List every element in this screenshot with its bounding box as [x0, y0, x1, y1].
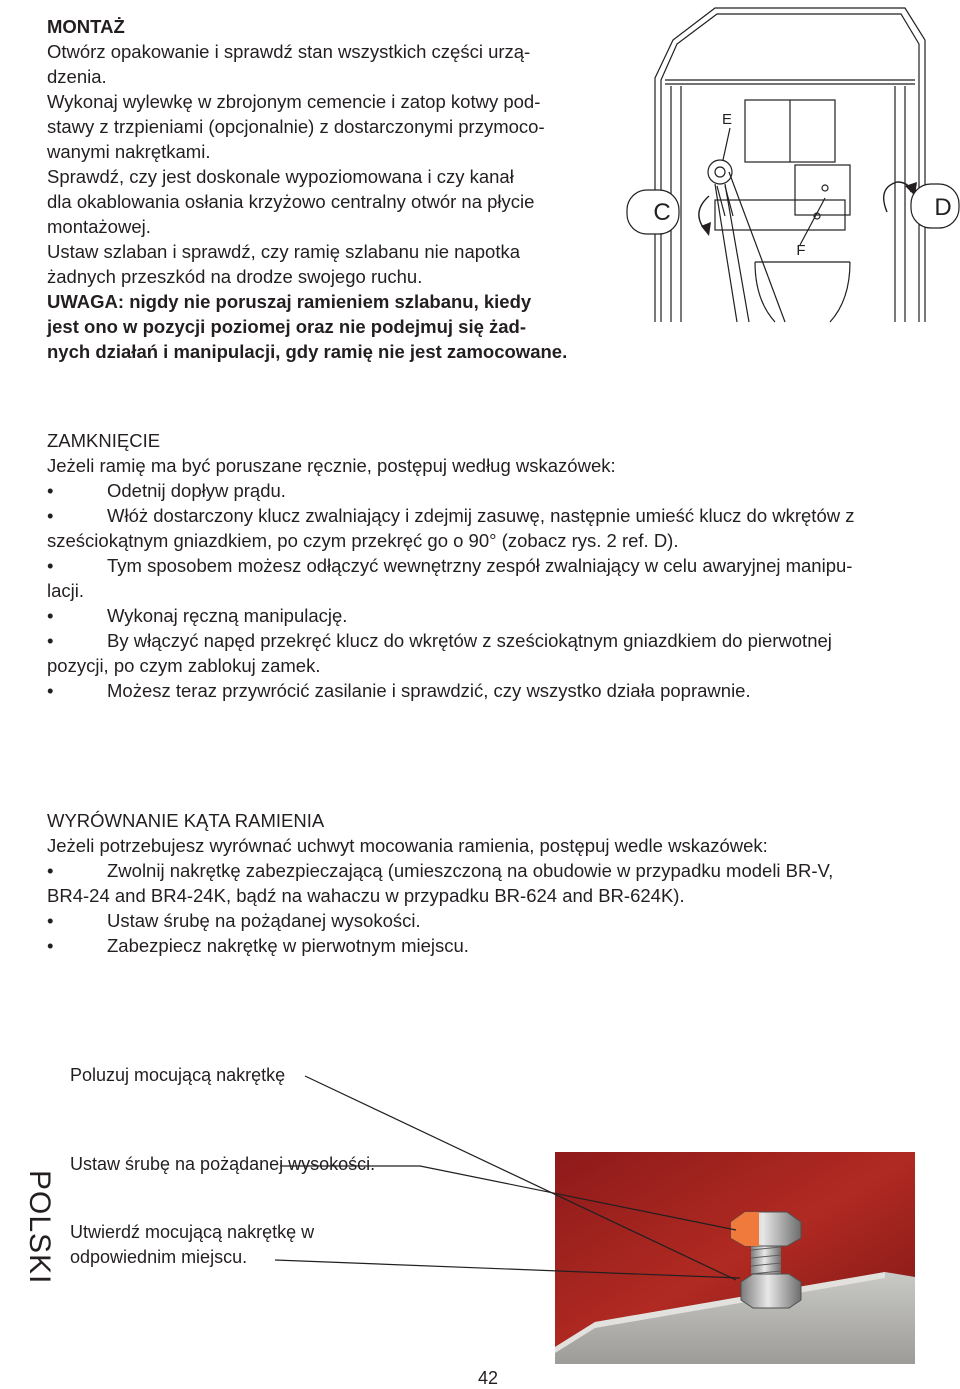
list-item: • Zwolnij nakrętkę zabezpieczającą (umieszczoną na obudowie w przypadku modeli BR-V, — [47, 860, 834, 881]
caption-set-screw: Ustaw śrubę na pożądanej wysokości. — [70, 1154, 376, 1174]
barrier-release-diagram — [625, 0, 960, 330]
wyrownanie-intro: Jeżeli potrzebujesz wyrównać uchwyt mocowania ramienia, postępuj wedle wskazówek: — [47, 835, 768, 856]
diagram-label-e: E — [721, 111, 733, 128]
language-side-label: POLSKI — [23, 1170, 56, 1285]
bullet-mark: • — [47, 935, 54, 956]
list-item: • By włączyć napęd przekręć klucz do wkrętów z sześciokątnym gniazdkiem do pierwotnej — [47, 630, 832, 651]
zamkniecie-intro: Jeżeli ramię ma być poruszane ręcznie, postępuj według wskazówek: — [47, 455, 616, 476]
bullet-mark: • — [47, 480, 54, 501]
montaz-line: Sprawdź, czy jest doskonale wypoziomowana i czy kanał — [47, 166, 514, 187]
diagram-label-c: C — [653, 199, 671, 226]
montaz-line: montażowej. — [47, 216, 151, 237]
list-item: • Tym sposobem możesz odłączyć wewnętrzny zespół zwalniający w celu awaryjnej manipu- — [47, 555, 853, 576]
montaz-line: żadnych przeszkód na drodze swojego ruchu. — [47, 266, 423, 287]
zamkniecie-heading: ZAMKNIĘCIE — [47, 430, 161, 451]
list-item: • Zabezpiecz nakrętkę w pierwotnym miejscu. — [47, 935, 469, 956]
montaz-line: Otwórz opakowanie i sprawdź stan wszystkich części urzą- — [47, 41, 531, 62]
wyrownanie-heading: WYRÓWNANIE KĄTA RAMIENIA — [47, 810, 325, 831]
list-item-continuation: pozycji, po czym zablokuj zamek. — [47, 655, 321, 676]
bullet-mark: • — [47, 555, 54, 576]
diagram-label-d: D — [934, 194, 952, 221]
list-item: • Odetnij dopływ prądu. — [47, 480, 286, 501]
bullet-mark: • — [47, 680, 54, 701]
montaz-line: stawy z trzpieniami (opcjonalnie) z dostarczonymi przymoco- — [47, 116, 545, 137]
page-number: 42 — [478, 1368, 499, 1388]
list-item-continuation: sześciokątnym gniazdkiem, po czym przekręć go o 90° (zobacz rys. 2 ref. D). — [47, 530, 679, 551]
bullet-mark: • — [47, 630, 54, 651]
montaz-line: Ustaw szlaban i sprawdź, czy ramię szlabanu nie napotka — [47, 241, 521, 262]
warning-line: nych działań i manipulacji, gdy ramię nie jest zamocowane. — [47, 341, 568, 362]
list-item-continuation: BR4-24 and BR4-24K, bądź na wahaczu w przypadku BR-624 and BR-624K). — [47, 885, 685, 906]
bullet-mark: • — [47, 505, 54, 526]
list-item: • Możesz teraz przywrócić zasilanie i sprawdzić, czy wszystko działa poprawnie. — [47, 680, 751, 701]
bullet-mark: • — [47, 910, 54, 931]
montaz-line: Wykonaj wylewkę w zbrojonym cemencie i zatop kotwy pod- — [47, 91, 541, 112]
caption-tighten-nut-continued: odpowiednim miejscu. — [70, 1247, 248, 1267]
warning-line: UWAGA: nigdy nie poruszaj ramieniem szlabanu, kiedy — [47, 291, 532, 312]
bullet-mark: • — [47, 605, 54, 626]
bullet-mark: • — [47, 860, 54, 881]
list-item: • Wykonaj ręczną manipulację. — [47, 605, 348, 626]
montaz-heading: MONTAŻ — [47, 16, 125, 37]
list-item: • Włóż dostarczony klucz zwalniający i zdejmij zasuwę, następnie umieść klucz do wkrętów z — [47, 505, 855, 526]
list-item: • Ustaw śrubę na pożądanej wysokości. — [47, 910, 421, 931]
caption-loosen-nut: Poluzuj mocującą nakrętkę — [70, 1065, 286, 1085]
caption-tighten-nut: Utwierdź mocującą nakrętkę w — [70, 1222, 315, 1242]
montaz-line: dla okablowania osłania krzyżowo centralny otwór na płycie — [47, 191, 535, 212]
diagram-label-f: F — [796, 242, 806, 259]
montaz-line: wanymi nakrętkami. — [47, 141, 211, 162]
list-item-continuation: lacji. — [47, 580, 85, 601]
montaz-line: dzenia. — [47, 66, 107, 87]
warning-line: jest ono w pozycji poziomej oraz nie podejmuj się żad- — [47, 316, 527, 337]
